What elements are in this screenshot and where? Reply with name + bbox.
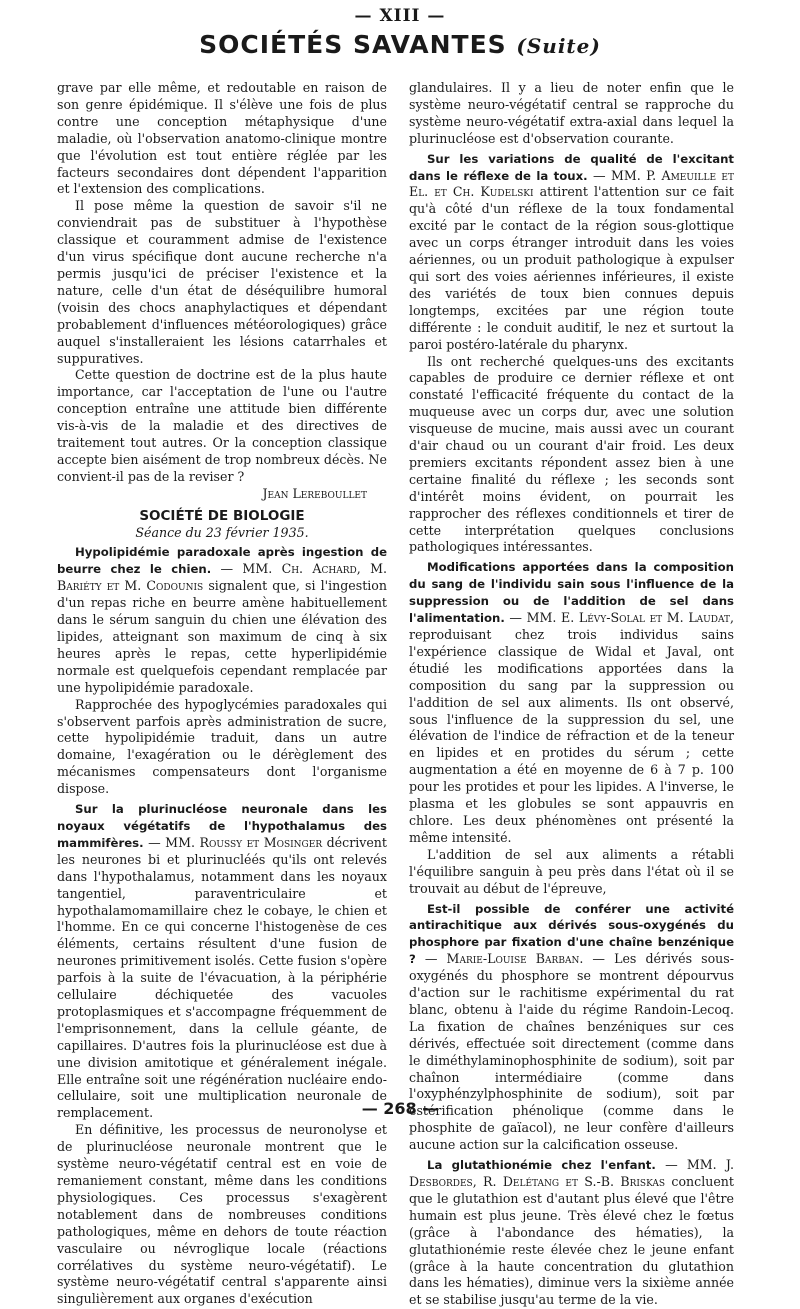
article-composition-sang bbox=[409, 559, 734, 846]
article-text: — Les dérivés sous-oxygénés du phosphore se montrent dépourvus d'action sur le rachitisme expérimental du rat blanc, obtenu à l'aide du régime Randoin-Lecoq. La fixation de chaînes benzéniques sur ces dérivés, effectuée soit directement (comme dans le diméthylaminophosphinite de sodium), soit par chaînon intermédiaire (comme dans l'oxyphénzylphosphinite de sodium), soit par estérification phénolique (comme dans le phosphite de gaïacol), ne leur confère d'ailleurs aucune action sur la calcification osseuse. bbox=[409, 951, 734, 1153]
article-reflexe-toux bbox=[409, 151, 734, 354]
article-title: Est-il possible de conférer une activité antirachitique aux dérivés sous-oxygénés du phosphore par fixation d'une chaîne benzénique ? bbox=[409, 901, 734, 967]
paragraph: glandulaires. Il y a lieu de noter enfin que le système neuro-végétatif central se rapproche du système neuro-végétatif extra-axial dans lequel la plurinucléose est d'observation courante. bbox=[409, 80, 734, 146]
paragraph: L'addition de sel aux aliments a rétabli l'équilibre sanguin à peu près dans l'état où il se trouvait au début de l'épreuve, bbox=[409, 846, 734, 896]
section-title: SOCIÉTÉ DE BIOLOGIE bbox=[139, 507, 305, 524]
article-authors: — MM. J. Desbordes, R. Delétang et S.-B. Briskas bbox=[409, 1157, 734, 1189]
article-text: attirent l'attention sur ce fait qu'à côté d'un réflexe de la toux fondamental excité par le contact de la région sous-glottique avec un corps étranger introduit dans les voies aériennes, ou un produit pathologique à expulser qui sort des voies aériennes inférieures, il existe des variétés de toux bien connues depuis longtemps, excitées par une région toute différente : le conduit auditif, le nez et surtout la paroi postéro-latérale du pharynx. bbox=[409, 184, 734, 352]
paragraph: grave par elle même, et redoutable en raison de son genre épidémique. Il s'élève une fois de plus contre une conception métaphysique d'une maladie, où l'observation anatomo-clinique montre que l'évolution est tout entière réglée par les facteurs secondaires dont dépendent l'apparition et l'extension des complications. bbox=[57, 80, 387, 197]
article-text: concluent que le glutathion est d'autant plus élevé que l'être humain est plus jeune. Très élevé chez le fœtus (grâce à l'abondance des hématies), la glutathionémie reste élevée chez le jeune enfant (grâce à la haute concentration du glutathion dans les hématies), diminue vers la sixième année et se stabilise jusqu'au terme de la vie. bbox=[409, 1174, 734, 1308]
article-title: Modifications apportées dans la composition du sang de l'individu sain sous l'influence de la suppression ou de l'addition de sel dans l'alimentation. bbox=[409, 560, 734, 626]
roman-folio: — XIII — bbox=[354, 6, 446, 26]
article-authors: — MM. P. Ameuille et El. et Ch. Kudelski bbox=[409, 167, 734, 200]
paragraph: En définitive, les processus de neuronolyse et de plurinucléose neuronale montrent que le système neuro-végétatif central est en voie de remaniement constant, même dans les conditions physiologiques. Ces processus s'exagèrent notablement dans de nombreuses conditions pathologiques, même en dehors de toute réaction vasculaire ou névroglique locale (réactions corrélatives du système neuro-végétatif). Le système neuro-végétatif central s'apparente ainsi singulièrement aux organes d'exécution bbox=[57, 1122, 387, 1307]
article-authors: — Marie-Louise Barban. bbox=[424, 951, 584, 967]
article-text: signalent que, si l'ingestion d'un repas riche en beurre amène habituellement dans le sérum sanguin du chien une élévation des lipides, atteignant son maximum de cinq à six heures après le repas, cette hyperlipidémie normale est quelquefois cependant remplacée par une hypolipidémie paradoxale. bbox=[57, 578, 387, 695]
title-main: SOCIÉTÉS SAVANTES bbox=[199, 30, 507, 59]
article-title: Sur les variations de qualité de l'excitant dans le réflexe de la toux. bbox=[409, 151, 734, 183]
article-authors: — MM. Roussy et Mosinger bbox=[148, 834, 323, 850]
left-column bbox=[57, 80, 387, 1308]
article-title: Sur la plurinucléose neuronale dans les noyaux végétatifs de l'hypothalamus des mammifères. bbox=[57, 802, 387, 850]
article-authors: — MM. Ch. Achard, M. Bariéty et M. Codounis bbox=[57, 561, 387, 594]
paragraph: Cette question de doctrine est de la plus haute importance, car l'acceptation de l'une ou l'autre conception entraîne une attitude bien différente vis-à-vis de la maladie et des directives de traitement tout autres. Or la conception classique accepte bien aisément de trop nombreux décès. Ne convient-il pas de la reviser ? bbox=[57, 367, 387, 484]
title-suffix: (Suite) bbox=[516, 34, 601, 58]
page-title bbox=[0, 30, 800, 59]
article-title: La glutathionémie chez l'enfant. bbox=[427, 1158, 656, 1173]
article-hypolipidemie bbox=[57, 544, 387, 696]
section-date: Séance du 23 février 1935. bbox=[135, 524, 309, 540]
article-plurinucleose bbox=[57, 801, 387, 1122]
article-text: reproduisant chez trois individus sains l'expérience classique de Widal et Javal, ont étudié les modifications apportées dans la composition du sang par la suppression ou l'addition de sel aux aliments. Ils ont observé, sous l'influence de la suppression du sel, une élévation de l'indice de réfraction et de la teneur en lipides et en protides du sérum ; cette augmentation a été en moyenne de 6 à 7 p. 100 pour les protides et pour les lipides. A l'inverse, le plasma et les globules se sont appauvris en chlore. Les deux phénomènes ont présenté la même intensité. bbox=[409, 627, 734, 845]
right-column bbox=[409, 80, 734, 1309]
paragraph: Rapprochée des hypoglycémies paradoxales qui s'observent parfois après administration de sucre, cette hypolipidémie traduit, dans un autre domaine, l'exagération ou le dérèglement des mécanismes compensateurs dont l'organisme dispose. bbox=[57, 696, 387, 797]
article-glutathionemie bbox=[409, 1157, 734, 1309]
article-text: décrivent les neurones bi et plurinucléés qu'ils ont relevés dans l'hypothalamus, notamment dans les noyaux tangentiel, paraventriculaire et hypothalamomamillaire chez le cobaye, le chien et l'homme. En ce qui concerne l'histogenèse de ces éléments, certains résultent d'une fusion de neurones primitivement isolés. Cette fusion s'opère parfois à la suite de l'évacuation, à la périphérie cellulaire déchiquetée des vacuoles protoplasmiques et s'accompagne fréquemment de l'emprisonnement, dans la cellule géante, de capillaires. D'autres fois la plurinucléose est due à une division amitotique et généralement inégale. Elle entraîne soit une régénération nucléaire endo-cellulaire, soit une multiplication neuronale de remplacement. bbox=[57, 834, 387, 1121]
article-authors: — MM. E. Lévy-Solal et M. Laudat, bbox=[509, 610, 734, 626]
paragraph: Ils ont recherché quelques-uns des excitants capables de produire ce dernier réflexe et ont constaté l'efficacité fréquente du contact de la muqueuse avec un corps dur, avec une solution visqueuse de mucine, mais aussi avec un courant d'air chaud ou un courant d'air froid. Les deux premiers excitants répondent assez bien à une certaine finalité du réflexe ; les seconds sont d'intérêt moins évident, on pourrait les rapprocher des réflexes conditionnels et tirer de cette interprétation quelques conclusions pathologiques intéressantes. bbox=[409, 353, 734, 555]
paragraph: Il pose même la question de savoir s'il ne conviendrait pas de substituer à l'hypothèse classique et couramment admise de l'existence d'un virus spécifique dont aucune recherche n'a permis jusqu'ici de préciser l'existence et la nature, celle d'un état de déséquilibre humoral (voisin des chocs anaphylactiques et dépendant probablement d'influences météorologiques) grâce auquel s'installeraient les lésions catarrhales et suppuratives. bbox=[57, 198, 387, 366]
author-signature: Jean Lereboullet bbox=[262, 485, 367, 501]
page-number: — 268 — bbox=[361, 1099, 439, 1118]
article-title: Hypolipidémie paradoxale après ingestion de beurre chez le chien. bbox=[57, 545, 387, 577]
